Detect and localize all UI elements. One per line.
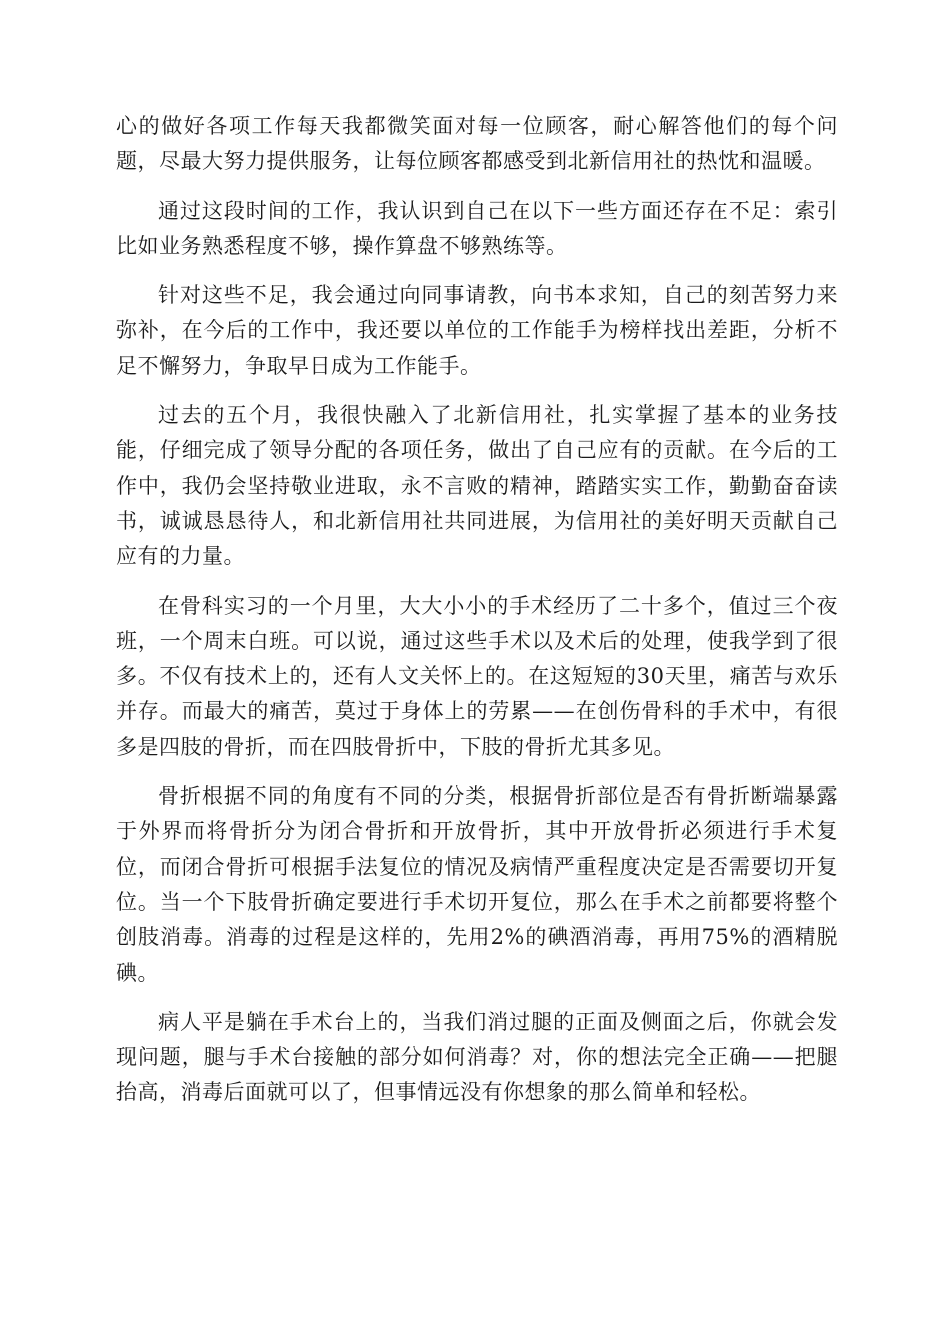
paragraph-6: 骨折根据不同的角度有不同的分类，根据骨折部位是否有骨折断端暴露于外界而将骨折分为闭合骨折和开放骨折，其中开放骨折必须进行手术复位，而闭合骨折可根据手法复位的情况及病情严重程度决定是否需要切开复位。当一个下肢骨折确定要进行手术切开复位，那么在手术之前都要将整个创肢消毒。消毒的过程是这样的，先用2%的碘酒消毒，再用75%的酒精脱碘。	[116, 784, 838, 985]
document-page	[116, 109, 838, 1125]
paragraph-7: 病人平是躺在手术台上的，当我们消过腿的正面及侧面之后，你就会发现问题，腿与手术台接触的部分如何消毒？对，你的想法完全正确——把腿抬高，消毒后面就可以了，但事情远没有你想象的那么简单和轻松。	[116, 1009, 838, 1105]
paragraph-2: 通过这段时间的工作，我认识到自己在以下一些方面还存在不足：索引比如业务熟悉程度不够，操作算盘不够熟练等。	[116, 198, 838, 258]
paragraph-5: 在骨科实习的一个月里，大大小小的手术经历了二十多个，值过三个夜班，一个周末白班。可以说，通过这些手术以及术后的处理，使我学到了很多。不仅有技术上的，还有人文关怀上的。在这短短的30天里，痛苦与欢乐并存。而最大的痛苦，莫过于身体上的劳累——在创伤骨科的手术中，有很多是四肢的骨折，而在四肢骨折中，下肢的骨折尤其多见。	[116, 593, 838, 759]
paragraph-4: 过去的五个月，我很快融入了北新信用社，扎实掌握了基本的业务技能，仔细完成了领导分配的各项任务，做出了自己应有的贡献。在今后的工作中，我仍会坚持敬业进取，永不言败的精神，踏踏实实工作，勤勤奋奋读书，诚诚恳恳待人，和北新信用社共同进展，为信用社的美好明天贡献自己应有的力量。	[116, 403, 838, 569]
paragraph-3: 针对这些不足，我会通过向同事请教，向书本求知，自己的刻苦努力来弥补，在今后的工作中，我还要以单位的工作能手为榜样找出差距，分析不足不懈努力，争取早日成为工作能手。	[116, 283, 838, 378]
paragraph-1: 心的做好各项工作每天我都微笑面对每一位顾客，耐心解答他们的每个问题，尽最大努力提供服务，让每位顾客都感受到北新信用社的热忱和温暖。	[116, 114, 838, 174]
